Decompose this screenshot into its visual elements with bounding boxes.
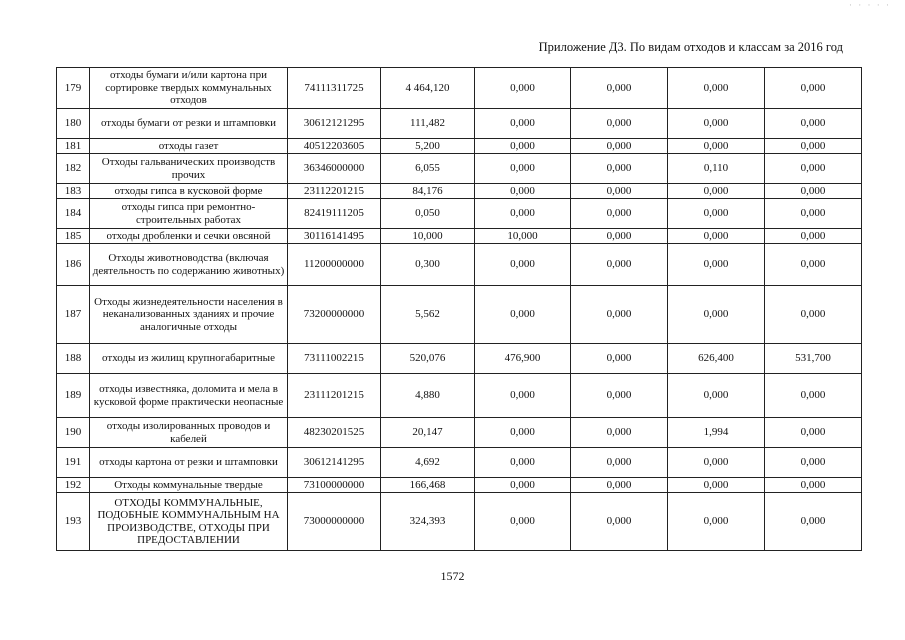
waste-name: отходы гипса при ремонтно-строительных работах — [90, 199, 288, 229]
value-cell: 0,000 — [668, 478, 765, 493]
value-cell: 0,000 — [571, 493, 668, 551]
value-cell: 0,000 — [475, 199, 571, 229]
table-row — [57, 184, 862, 199]
value-cell: 0,000 — [475, 478, 571, 493]
waste-name: Отходы жизнедеятельности населения в неканализованных зданиях и прочие аналогичные отходы — [90, 286, 288, 344]
value-cell: 0,000 — [475, 493, 571, 551]
value-cell: 0,000 — [475, 448, 571, 478]
waste-code: 30116141495 — [288, 229, 381, 244]
value-cell: 1,994 — [668, 418, 765, 448]
waste-code: 73111002215 — [288, 344, 381, 374]
waste-name: Отходы коммунальные твердые — [90, 478, 288, 493]
row-number: 184 — [57, 199, 90, 229]
value-cell: 0,000 — [668, 139, 765, 154]
value-cell: 0,050 — [381, 199, 475, 229]
value-cell: 0,000 — [668, 199, 765, 229]
value-cell: 0,000 — [475, 374, 571, 418]
waste-code: 11200000000 — [288, 244, 381, 286]
value-cell: 5,562 — [381, 286, 475, 344]
waste-name: ОТХОДЫ КОММУНАЛЬНЫЕ, ПОДОБНЫЕ КОММУНАЛЬНЫМ НА ПРОИЗВОДСТВЕ, ОТХОДЫ ПРИ ПРЕДОСТАВЛЕНИИ — [90, 493, 288, 551]
row-number: 180 — [57, 109, 90, 139]
value-cell: 0,300 — [381, 244, 475, 286]
row-number: 186 — [57, 244, 90, 286]
table-row — [57, 154, 862, 184]
waste-name: отходы изолированных проводов и кабелей — [90, 418, 288, 448]
row-number: 187 — [57, 286, 90, 344]
waste-code: 40512203605 — [288, 139, 381, 154]
value-cell: 20,147 — [381, 418, 475, 448]
value-cell: 5,200 — [381, 139, 475, 154]
value-cell: 10,000 — [475, 229, 571, 244]
value-cell: 0,000 — [668, 109, 765, 139]
value-cell: 324,393 — [381, 493, 475, 551]
row-number: 183 — [57, 184, 90, 199]
row-number: 185 — [57, 229, 90, 244]
value-cell: 0,000 — [571, 184, 668, 199]
value-cell: 0,000 — [475, 68, 571, 109]
value-cell: 0,000 — [668, 184, 765, 199]
page-number: 1572 — [440, 569, 465, 583]
table-row — [57, 448, 862, 478]
value-cell: 166,468 — [381, 478, 475, 493]
table-row — [57, 244, 862, 286]
value-cell: 531,700 — [765, 344, 862, 374]
row-number: 179 — [57, 68, 90, 109]
waste-code: 36346000000 — [288, 154, 381, 184]
value-cell: 0,000 — [765, 184, 862, 199]
value-cell: 476,900 — [475, 344, 571, 374]
waste-code: 30612141295 — [288, 448, 381, 478]
waste-name: отходы гипса в кусковой форме — [90, 184, 288, 199]
waste-code: 73200000000 — [288, 286, 381, 344]
value-cell: 520,076 — [381, 344, 475, 374]
value-cell: 626,400 — [668, 344, 765, 374]
waste-name: Отходы гальванических производств прочих — [90, 154, 288, 184]
row-number: 189 — [57, 374, 90, 418]
value-cell: 0,000 — [668, 229, 765, 244]
table-row — [57, 286, 862, 344]
waste-code: 23112201215 — [288, 184, 381, 199]
row-number: 191 — [57, 448, 90, 478]
value-cell: 4,880 — [381, 374, 475, 418]
value-cell: 0,000 — [571, 418, 668, 448]
value-cell: 0,000 — [765, 139, 862, 154]
value-cell: 0,000 — [765, 448, 862, 478]
waste-code: 48230201525 — [288, 418, 381, 448]
value-cell: 0,000 — [571, 344, 668, 374]
table-row — [57, 109, 862, 139]
value-cell: 6,055 — [381, 154, 475, 184]
table-row — [57, 229, 862, 244]
value-cell: 111,482 — [381, 109, 475, 139]
waste-name: отходы бумаги от резки и штамповки — [90, 109, 288, 139]
value-cell: 0,000 — [765, 229, 862, 244]
value-cell: 4 464,120 — [381, 68, 475, 109]
value-cell: 0,000 — [668, 286, 765, 344]
value-cell: 0,000 — [475, 286, 571, 344]
value-cell: 0,000 — [765, 418, 862, 448]
waste-code: 30612121295 — [288, 109, 381, 139]
value-cell: 0,000 — [571, 244, 668, 286]
table-row — [57, 139, 862, 154]
value-cell: 0,000 — [668, 68, 765, 109]
table-row — [57, 478, 862, 493]
value-cell: 0,000 — [475, 418, 571, 448]
value-cell: 0,000 — [765, 478, 862, 493]
value-cell: 0,110 — [668, 154, 765, 184]
row-number: 182 — [57, 154, 90, 184]
waste-code: 82419111205 — [288, 199, 381, 229]
waste-name: отходы бумаги и/или картона при сортировке твердых коммунальных отходов — [90, 68, 288, 109]
row-number: 181 — [57, 139, 90, 154]
row-number: 188 — [57, 344, 90, 374]
value-cell: 0,000 — [668, 244, 765, 286]
value-cell: 0,000 — [571, 139, 668, 154]
waste-code: 74111311725 — [288, 68, 381, 109]
waste-code: 73000000000 — [288, 493, 381, 551]
table-row — [57, 418, 862, 448]
value-cell: 0,000 — [571, 478, 668, 493]
value-cell: 0,000 — [668, 448, 765, 478]
waste-name: отходы картона от резки и штамповки — [90, 448, 288, 478]
value-cell: 0,000 — [765, 374, 862, 418]
waste-table — [56, 67, 862, 551]
value-cell: 84,176 — [381, 184, 475, 199]
value-cell: 4,692 — [381, 448, 475, 478]
value-cell: 0,000 — [571, 154, 668, 184]
waste-code: 73100000000 — [288, 478, 381, 493]
value-cell: 0,000 — [571, 229, 668, 244]
value-cell: 0,000 — [475, 184, 571, 199]
waste-name: отходы из жилищ крупногабаритные — [90, 344, 288, 374]
value-cell: 0,000 — [475, 154, 571, 184]
row-number: 192 — [57, 478, 90, 493]
value-cell: 10,000 — [381, 229, 475, 244]
table-row — [57, 344, 862, 374]
value-cell: 0,000 — [765, 286, 862, 344]
value-cell: 0,000 — [475, 244, 571, 286]
value-cell: 0,000 — [765, 109, 862, 139]
value-cell: 0,000 — [765, 244, 862, 286]
value-cell: 0,000 — [475, 139, 571, 154]
waste-name: отходы газет — [90, 139, 288, 154]
value-cell: 0,000 — [668, 493, 765, 551]
value-cell: 0,000 — [571, 199, 668, 229]
value-cell: 0,000 — [765, 199, 862, 229]
waste-name: отходы дробленки и сечки овсяной — [90, 229, 288, 244]
value-cell: 0,000 — [765, 154, 862, 184]
table-row — [57, 374, 862, 418]
value-cell: 0,000 — [571, 68, 668, 109]
row-number: 190 — [57, 418, 90, 448]
value-cell: 0,000 — [571, 374, 668, 418]
value-cell: 0,000 — [571, 109, 668, 139]
value-cell: 0,000 — [668, 374, 765, 418]
table-row — [57, 199, 862, 229]
scan-artifact: · · · · · — [849, 0, 891, 10]
table-row — [57, 493, 862, 551]
value-cell: 0,000 — [475, 109, 571, 139]
value-cell: 0,000 — [571, 286, 668, 344]
waste-code: 23111201215 — [288, 374, 381, 418]
value-cell: 0,000 — [571, 448, 668, 478]
waste-name: Отходы животноводства (включая деятельность по содержанию животных) — [90, 244, 288, 286]
value-cell: 0,000 — [765, 68, 862, 109]
value-cell: 0,000 — [765, 493, 862, 551]
page-title: Приложение Д3. По видам отходов и классам за 2016 год — [538, 40, 843, 54]
table-row — [57, 68, 862, 109]
table-body — [57, 68, 862, 551]
row-number: 193 — [57, 493, 90, 551]
waste-name: отходы известняка, доломита и мела в кусковой форме практически неопасные — [90, 374, 288, 418]
